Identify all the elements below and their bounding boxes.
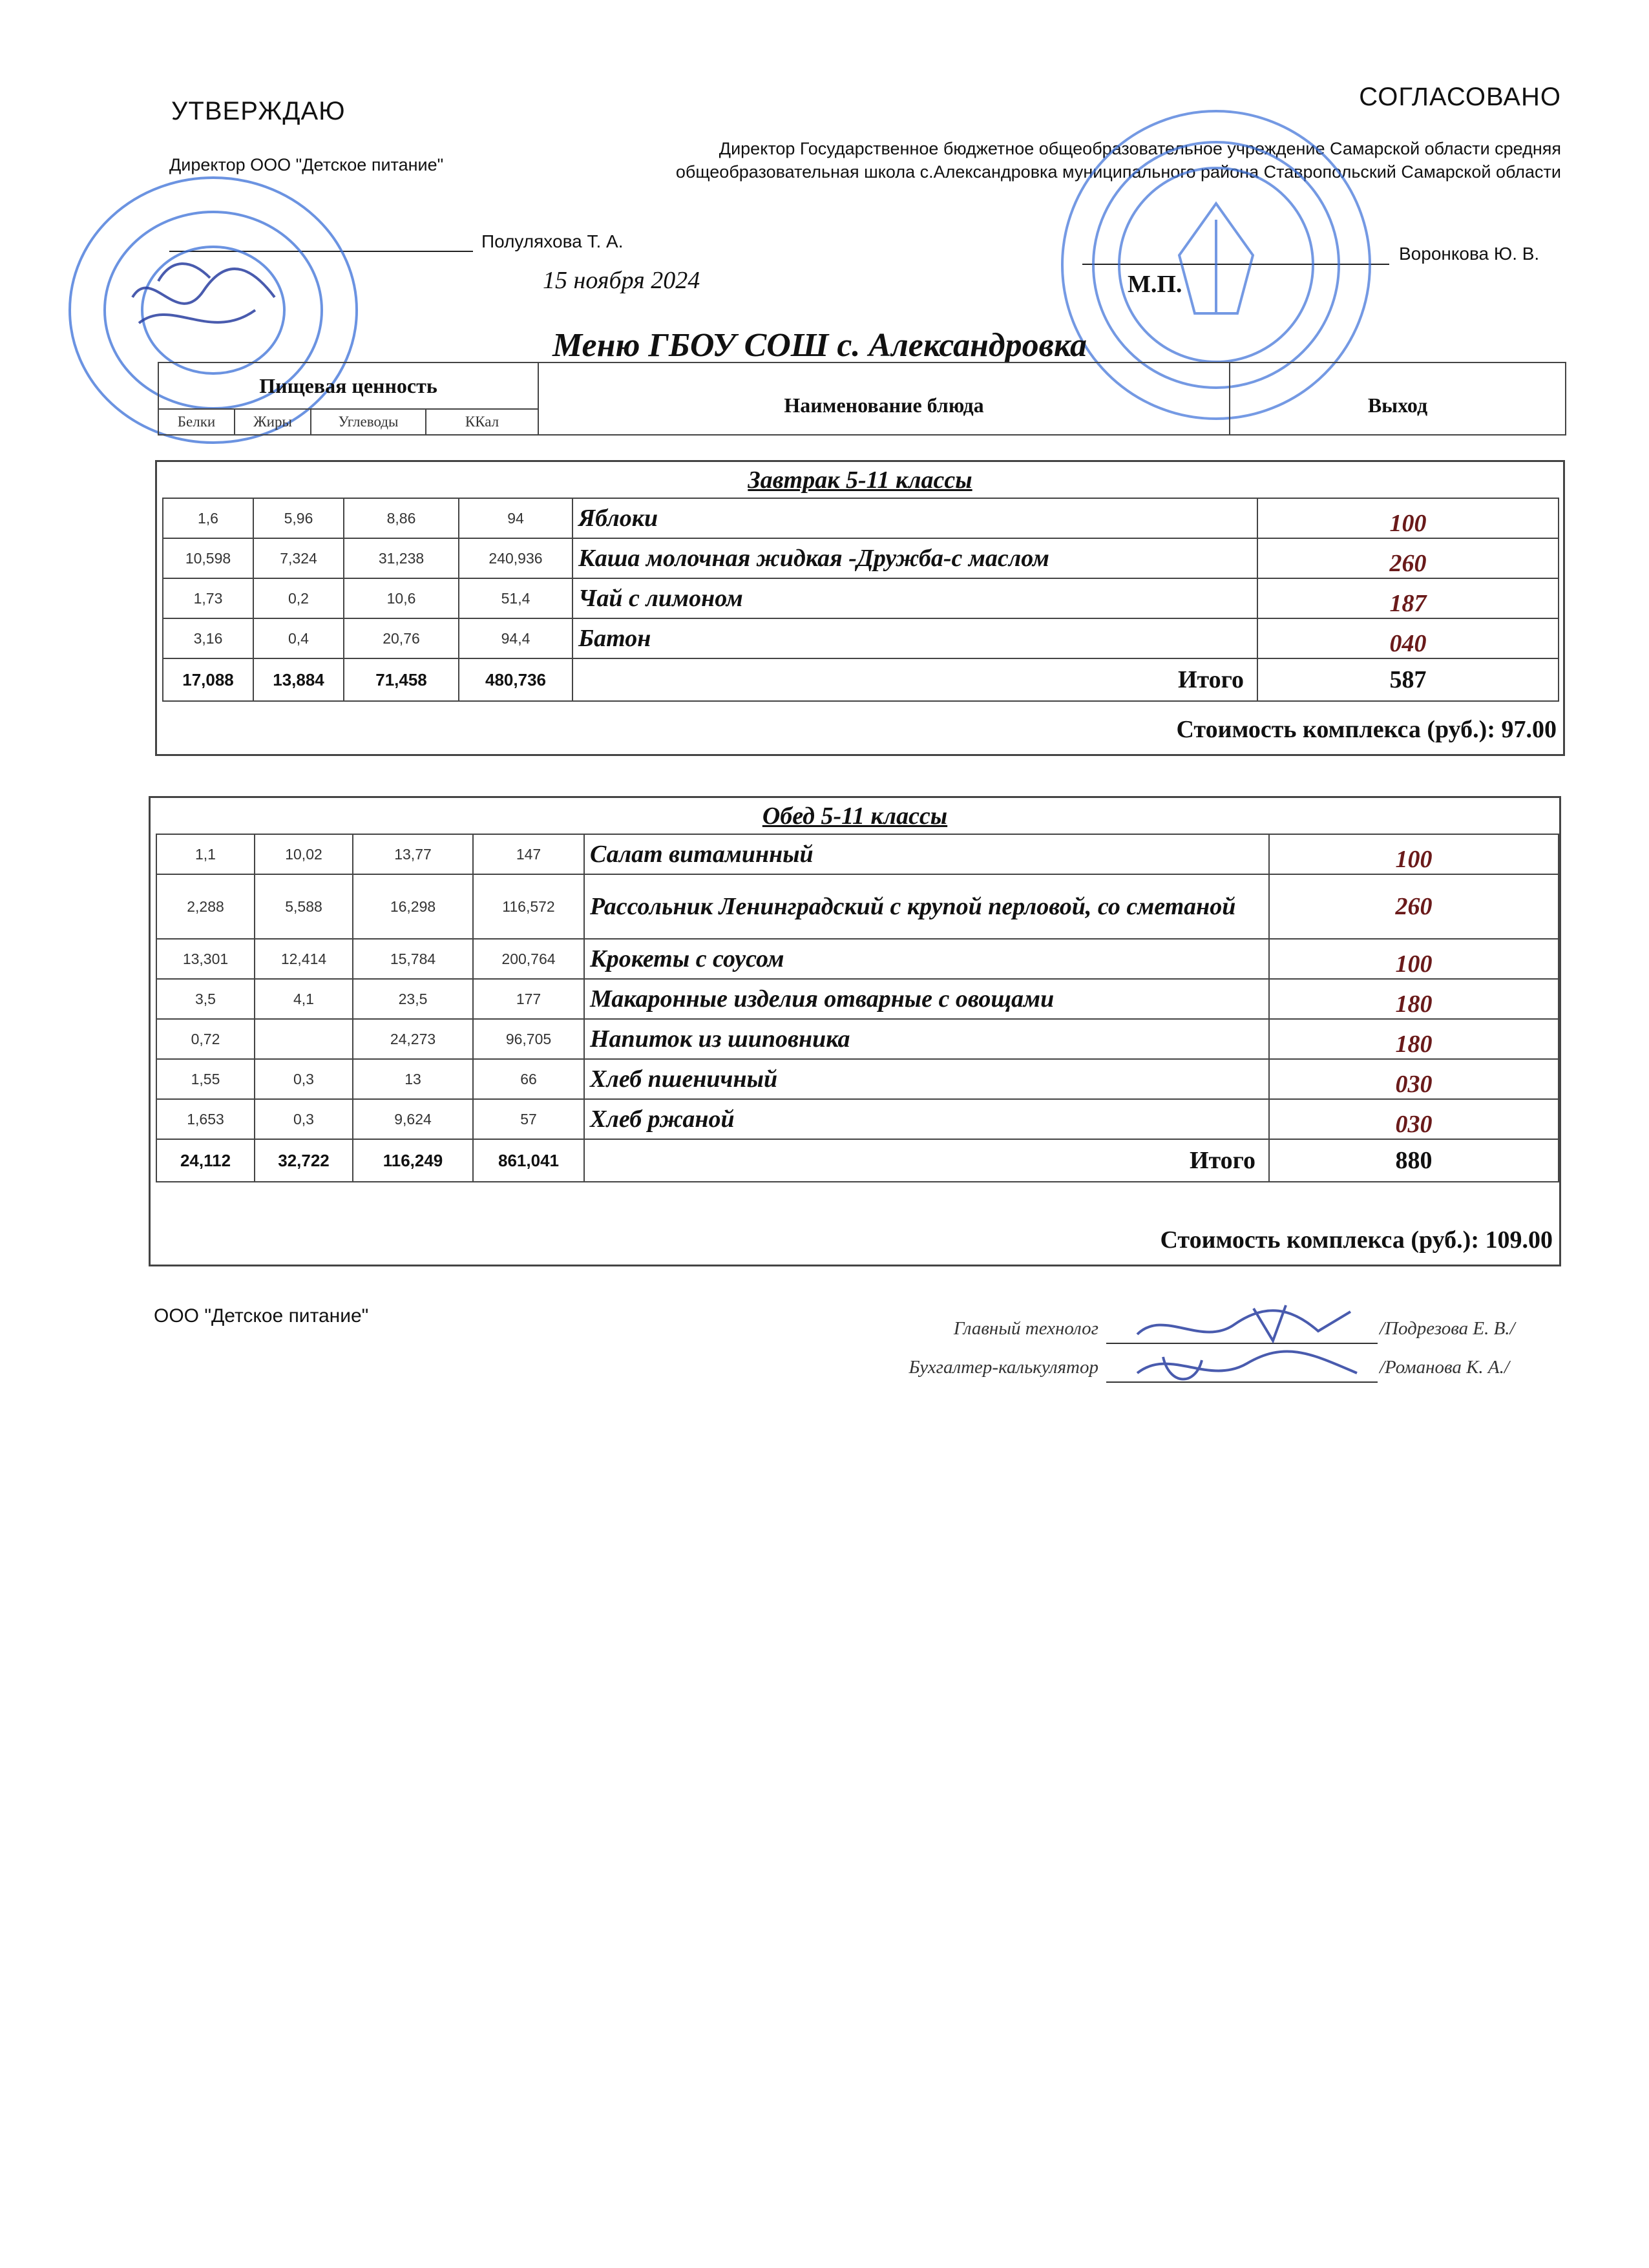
carbs-cell: 10,6: [344, 578, 459, 618]
menu-title: Меню ГБОУ СОШ с. Александровка: [552, 327, 1087, 364]
yield-cell: 187: [1257, 578, 1559, 618]
yield-cell: 180: [1269, 1019, 1559, 1059]
fat-cell: 12,414: [255, 939, 353, 979]
accountant-role: Бухгалтер-калькулятор: [909, 1357, 1098, 1378]
kcal-cell: 116,572: [473, 874, 584, 939]
kcal-total: 861,041: [473, 1139, 584, 1182]
carbs-cell: 13: [353, 1059, 473, 1099]
carbs-cell: 20,76: [344, 618, 459, 658]
carbs-header: Углеводы: [311, 409, 426, 435]
lunch-cost: Стоимость комплекса (руб.): 109.00: [1160, 1226, 1553, 1254]
protein-header: Белки: [158, 409, 235, 435]
dish-cell: Яблоки: [572, 498, 1257, 538]
yield-cell: 040: [1257, 618, 1559, 658]
table-row: [163, 578, 1559, 618]
fat-cell: 5,96: [253, 498, 344, 538]
kcal-cell: 177: [473, 979, 584, 1019]
approve-name: Полуляхова Т. А.: [481, 231, 624, 251]
protein-cell: 1,73: [163, 578, 253, 618]
fat-cell: 0,2: [253, 578, 344, 618]
mp-label: М.П.: [1128, 271, 1182, 298]
dish-cell: Каша молочная жидкая -Дружба-с маслом: [572, 538, 1257, 578]
approve-date: 15 ноября 2024: [543, 267, 700, 294]
protein-cell: 3,16: [163, 618, 253, 658]
table-row: [163, 498, 1559, 538]
kcal-cell: 200,764: [473, 939, 584, 979]
kcal-cell: 51,4: [459, 578, 572, 618]
protein-cell: 1,55: [156, 1059, 255, 1099]
total-row: [156, 1139, 1559, 1182]
yield-cell: 180: [1269, 979, 1559, 1019]
yield-cell: 100: [1269, 834, 1559, 874]
carbs-cell: 31,238: [344, 538, 459, 578]
protein-cell: 1,653: [156, 1099, 255, 1139]
fat-total: 32,722: [255, 1139, 353, 1182]
kcal-cell: 57: [473, 1099, 584, 1139]
protein-cell: 1,1: [156, 834, 255, 874]
protein-cell: 13,301: [156, 939, 255, 979]
company-footer: ООО "Детское питание": [154, 1305, 369, 1327]
carbs-cell: 16,298: [353, 874, 473, 939]
approve-title: УТВЕРЖДАЮ: [171, 97, 346, 125]
yield-total: 880: [1269, 1139, 1559, 1182]
fat-total: 13,884: [253, 658, 344, 701]
kcal-cell: 147: [473, 834, 584, 874]
total-label: Итого: [584, 1139, 1269, 1182]
yield-cell: 260: [1269, 874, 1559, 939]
carbs-cell: 8,86: [344, 498, 459, 538]
fat-cell: 4,1: [255, 979, 353, 1019]
nutrition-header: Пищевая ценность: [158, 362, 538, 409]
dish-cell: Напиток из шиповника: [584, 1019, 1269, 1059]
kcal-header: ККал: [426, 409, 538, 435]
table-row: [156, 979, 1559, 1019]
fat-cell: 5,588: [255, 874, 353, 939]
carbs-cell: 24,273: [353, 1019, 473, 1059]
dish-cell: Батон: [572, 618, 1257, 658]
dish-cell: Хлеб пшеничный: [584, 1059, 1269, 1099]
carbs-total: 116,249: [353, 1139, 473, 1182]
carbs-cell: 23,5: [353, 979, 473, 1019]
fat-cell: [255, 1019, 353, 1059]
table-row: [156, 1019, 1559, 1059]
agree-name: Воронкова Ю. В.: [1399, 244, 1540, 264]
fat-header: Жиры: [235, 409, 311, 435]
fat-cell: 10,02: [255, 834, 353, 874]
column-header-table: [158, 362, 1566, 436]
dish-cell: Хлеб ржаной: [584, 1099, 1269, 1139]
protein-cell: 3,5: [156, 979, 255, 1019]
agree-role: Директор Государственное бюджетное общеобразовательное учреждение Самарской области средняя общеобразовательная школа с.Александровка муниципального района Ставропольский Самарской области: [675, 139, 1561, 182]
kcal-cell: 94,4: [459, 618, 572, 658]
table-row: [163, 618, 1559, 658]
dish-cell: Салат витаминный: [584, 834, 1269, 874]
yield-cell: 100: [1269, 939, 1559, 979]
kcal-cell: 240,936: [459, 538, 572, 578]
yield-total: 587: [1257, 658, 1559, 701]
technologist-role: Главный технолог: [953, 1318, 1098, 1339]
kcal-cell: 96,705: [473, 1019, 584, 1059]
lunch-title: Обед 5-11 классы: [762, 803, 948, 830]
technologist-name: /Подрезова Е. В./: [1380, 1318, 1515, 1339]
dish-cell: Крокеты с соусом: [584, 939, 1269, 979]
yield-cell: 030: [1269, 1099, 1559, 1139]
breakfast-cost: Стоимость комплекса (руб.): 97.00: [1176, 716, 1557, 743]
carbs-cell: 15,784: [353, 939, 473, 979]
dish-name-header: Наименование блюда: [538, 362, 1230, 435]
dish-cell: Рассольник Ленинградский с крупой перловой, со сметаной: [584, 874, 1269, 939]
dish-cell: Чай с лимоном: [572, 578, 1257, 618]
table-row: [156, 834, 1559, 874]
table-row: [156, 939, 1559, 979]
total-row: [163, 658, 1559, 701]
breakfast-section: [155, 460, 1565, 756]
lunch-section: [149, 796, 1561, 1266]
table-row: [156, 1059, 1559, 1099]
protein-cell: 10,598: [163, 538, 253, 578]
yield-cell: 030: [1269, 1059, 1559, 1099]
kcal-total: 480,736: [459, 658, 572, 701]
agree-title: СОГЛАСОВАНО: [1359, 83, 1561, 111]
protein-total: 24,112: [156, 1139, 255, 1182]
accountant-name: /Романова К. А./: [1380, 1357, 1509, 1378]
dish-cell: Макаронные изделия отварные с овощами: [584, 979, 1269, 1019]
breakfast-table: [162, 498, 1559, 702]
fat-cell: 0,3: [255, 1059, 353, 1099]
fat-cell: 0,3: [255, 1099, 353, 1139]
fat-cell: 7,324: [253, 538, 344, 578]
carbs-cell: 9,624: [353, 1099, 473, 1139]
approve-role: Директор ООО "Детское питание": [169, 155, 444, 174]
kcal-cell: 66: [473, 1059, 584, 1099]
carbs-cell: 13,77: [353, 834, 473, 874]
protein-cell: 0,72: [156, 1019, 255, 1059]
table-row: [156, 1099, 1559, 1139]
yield-cell: 100: [1257, 498, 1559, 538]
yield-cell: 260: [1257, 538, 1559, 578]
table-row: [163, 538, 1559, 578]
yield-header: Выход: [1230, 362, 1566, 435]
table-row: [156, 874, 1559, 939]
kcal-cell: 94: [459, 498, 572, 538]
protein-cell: 1,6: [163, 498, 253, 538]
fat-cell: 0,4: [253, 618, 344, 658]
carbs-total: 71,458: [344, 658, 459, 701]
total-label: Итого: [572, 658, 1257, 701]
lunch-table: [156, 834, 1559, 1182]
protein-cell: 2,288: [156, 874, 255, 939]
footer-signatures-icon: [1124, 1296, 1376, 1392]
breakfast-title: Завтрак 5-11 классы: [748, 467, 972, 494]
protein-total: 17,088: [163, 658, 253, 701]
